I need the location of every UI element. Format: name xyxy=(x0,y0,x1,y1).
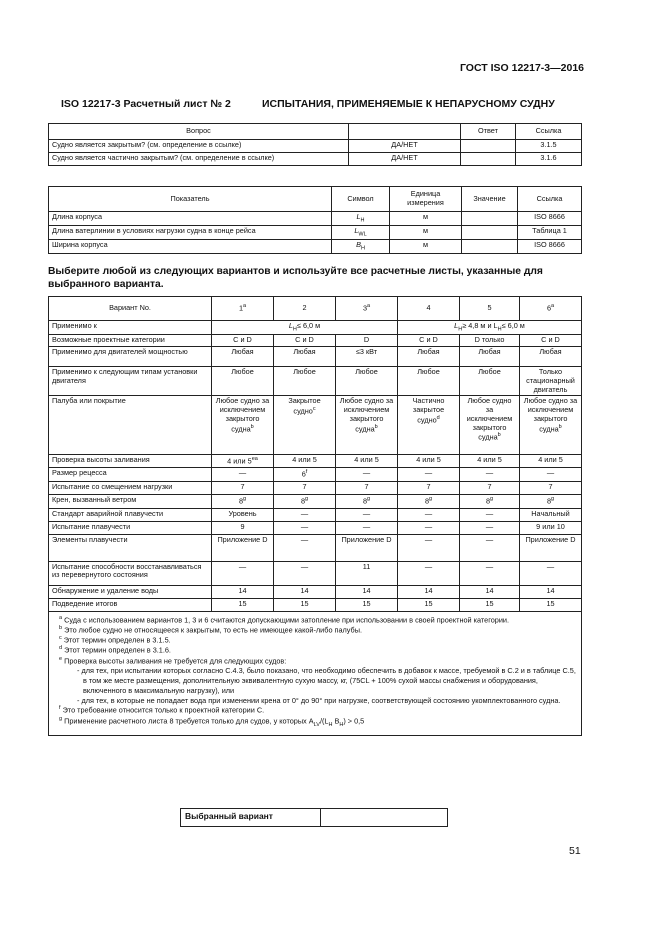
variant-cell: 15 xyxy=(212,598,274,611)
variant-cell: 6$^f$ xyxy=(274,468,336,481)
variant-cell: Любое xyxy=(460,367,520,396)
variant-cell: — xyxy=(460,508,520,521)
variant-cell: 8$^g$ xyxy=(520,494,582,508)
variant-number: 3$^a$ xyxy=(336,297,398,321)
variant-cell: 15 xyxy=(398,598,460,611)
variant-cell: 11 xyxy=(336,561,398,585)
row-label: Подведение итогов xyxy=(49,598,212,611)
variant-cell: — xyxy=(460,561,520,585)
question-options: ДА/НЕТ xyxy=(349,140,461,153)
variant-cell: — xyxy=(336,521,398,534)
footnote: - для тех, при испытании которых согласно С.4.3, было показано, что необходимо обеспечить в добавок к массе, требуемой в С.2 и в таблице С.5, в том же месте размещения, дополнительную эквивалентную сухую массу, кг, (75CL + 100% сухой массы снабжения и оборудования, включенного в максимальную нагрузку), или xyxy=(77,665,576,695)
row-label: Применимо для двигателей мощностью xyxy=(49,347,212,367)
parameter-value[interactable] xyxy=(462,212,518,226)
variant-cell: Любое xyxy=(336,367,398,396)
variant-cell: Любое xyxy=(212,367,274,396)
variant-cell: 14 xyxy=(274,585,336,598)
variant-cell: — xyxy=(460,534,520,561)
parameters-table xyxy=(48,186,582,254)
variant-header-label: Вариант No. xyxy=(49,297,212,321)
parameter-symbol: $L_H$ xyxy=(332,212,390,226)
row-label: Палуба или покрытие xyxy=(49,396,212,455)
row-label: Проверка высоты заливания xyxy=(49,455,212,468)
row-label: Обнаружение и удаление воды xyxy=(49,585,212,598)
variant-cell: C и D xyxy=(520,335,582,347)
parameter-reference: Таблица 1 xyxy=(518,226,582,240)
row-label: Крен, вызванный ветром xyxy=(49,494,212,508)
variant-cell: 7 xyxy=(520,481,582,494)
variant-cell: Начальный xyxy=(520,508,582,521)
variant-cell: 8$^g$ xyxy=(212,494,274,508)
variant-cell: Любое судно за исключением закрытого судна$^b$ xyxy=(212,396,274,455)
parameter-symbol: $L_{WL}$ xyxy=(332,226,390,240)
variant-cell: C и D xyxy=(398,335,460,347)
variant-cell: 4 или 5 xyxy=(398,455,460,468)
footnote: $^g$ Применение расчетного листа 8 требуется только для судов, у которых $A_{LV}/(L_H$ $B_H) > 0,5$ xyxy=(59,715,365,728)
footnote: $^b$ Это любое судно не относящееся к закрытым, то есть не имеющее какой-либо палубы. xyxy=(59,624,362,635)
variant-cell: 15 xyxy=(336,598,398,611)
variant-cell: Только стационарный двигатель xyxy=(520,367,582,396)
row-label: Применимо к следующим типам установки двигателя xyxy=(49,367,212,396)
variant-number: 6$^a$ xyxy=(520,297,582,321)
footnote: $^e$ Проверка высоты заливания не требуется для следующих судов: xyxy=(59,655,287,666)
row-label: Возможные проектные категории xyxy=(49,335,212,347)
variant-number: 5 xyxy=(460,297,520,321)
variant-cell: — xyxy=(274,561,336,585)
applicable-range-short: $L_H\le 6,0$ м xyxy=(212,321,398,335)
variant-cell: 4 или $5^{ea}$ xyxy=(212,455,274,468)
question-header: Вопрос xyxy=(49,124,349,140)
standard-code: ГОСТ ISO 12217-3—2016 xyxy=(459,62,584,74)
variant-cell: — xyxy=(398,468,460,481)
row-label: Элементы плавучести xyxy=(49,534,212,561)
variant-cell: Приложение D xyxy=(336,534,398,561)
parameter-reference: ISO 8666 xyxy=(518,240,582,254)
parameter-unit: м xyxy=(390,226,462,240)
variant-cell: Любая xyxy=(274,347,336,367)
variant-cell: 4 или 5 xyxy=(336,455,398,468)
variants-table xyxy=(48,296,582,736)
variant-cell: 14 xyxy=(336,585,398,598)
variant-cell: — xyxy=(212,468,274,481)
variant-cell: 15 xyxy=(520,598,582,611)
question-text: Судно является частично закрытым? (см. определение в ссылке) xyxy=(49,153,349,166)
variant-cell: — xyxy=(460,468,520,481)
question-reference: 3.1.6 xyxy=(516,153,582,166)
footnote: $^d$ Этот термин определен в 3.1.6. xyxy=(59,645,171,655)
row-label: Испытание плавучести xyxy=(49,521,212,534)
parameter-value[interactable] xyxy=(462,240,518,254)
row-label: Размер рецесса xyxy=(49,468,212,481)
variant-cell: C и D xyxy=(274,335,336,347)
parameter-unit: м xyxy=(390,212,462,226)
parameter-header: Показатель xyxy=(49,187,332,212)
variant-cell: — xyxy=(274,534,336,561)
footnote: $^c$ Этот термин определен в 3.1.5. xyxy=(59,635,171,645)
symbol-header: Символ xyxy=(332,187,390,212)
variant-cell: Любое xyxy=(398,367,460,396)
variant-cell: — xyxy=(398,561,460,585)
selected-variant-input[interactable] xyxy=(321,809,448,827)
parameter-unit: м xyxy=(390,240,462,254)
answer-cell[interactable] xyxy=(461,153,516,166)
question-reference: 3.1.5 xyxy=(516,140,582,153)
footnote: $^f$ Это требование относится только к проектной категории С. xyxy=(59,705,265,715)
variant-cell: — xyxy=(274,521,336,534)
parameter-value[interactable] xyxy=(462,226,518,240)
variant-cell: 15 xyxy=(460,598,520,611)
applicable-range-long: $L_H\ge 4,8$ м и $L_H\le 6,0$ м xyxy=(398,321,582,335)
variant-cell: 4 или 5 xyxy=(520,455,582,468)
sheet-subtitle: ИСПЫТАНИЯ, ПРИМЕНЯЕМЫЕ К НЕПАРУСНОМУ СУДНУ xyxy=(262,98,555,110)
question-options: ДА/НЕТ xyxy=(349,153,461,166)
variant-cell: Уровень xyxy=(212,508,274,521)
variant-cell: 14 xyxy=(212,585,274,598)
variant-cell: Любая xyxy=(398,347,460,367)
variant-cell: Приложение D xyxy=(520,534,582,561)
variant-cell: 14 xyxy=(520,585,582,598)
variant-cell: D xyxy=(336,335,398,347)
reference-header: Ссылка xyxy=(518,187,582,212)
variant-cell: D только xyxy=(460,335,520,347)
variant-cell: Любое судно за исключением закрытого судна$^b$ xyxy=(460,396,520,455)
variant-cell: Любая xyxy=(520,347,582,367)
parameter-label: Ширина корпуса xyxy=(49,240,332,254)
questions-table xyxy=(48,123,582,166)
variant-cell: 14 xyxy=(398,585,460,598)
parameter-reference: ISO 8666 xyxy=(518,212,582,226)
footnotes xyxy=(49,611,582,735)
row-label: Испытание способности восстанавливаться из перевернутого состояния xyxy=(49,561,212,585)
variant-cell: C и D xyxy=(212,335,274,347)
variant-number: 2 xyxy=(274,297,336,321)
variant-cell: 7 xyxy=(274,481,336,494)
variant-cell: 8$^g$ xyxy=(460,494,520,508)
variant-cell: — xyxy=(520,468,582,481)
variant-cell: — xyxy=(398,508,460,521)
variant-cell: Любая xyxy=(460,347,520,367)
variant-cell: 15 xyxy=(274,598,336,611)
variant-cell: — xyxy=(398,521,460,534)
answer-header: Ответ xyxy=(461,124,516,140)
variant-cell: 7 xyxy=(398,481,460,494)
parameter-symbol: $B_H$ xyxy=(332,240,390,254)
variant-cell: 4 или 5 xyxy=(274,455,336,468)
unit-header: Единица измерения xyxy=(390,187,462,212)
applicable-label: Применимо к xyxy=(49,321,212,335)
variant-number: 1$^a$ xyxy=(212,297,274,321)
variant-cell: 8$^g$ xyxy=(274,494,336,508)
variant-cell: Любая xyxy=(212,347,274,367)
variant-cell: — xyxy=(336,508,398,521)
footnote: - для тех, в которые не попадает вода при изменении крена от 0° до 90° при нагрузке, соответствующей состоянию укомплектованного судна. xyxy=(77,695,561,705)
variant-cell: 4 или 5 xyxy=(460,455,520,468)
variant-cell: Любое xyxy=(274,367,336,396)
variant-cell: 9 или 10 xyxy=(520,521,582,534)
parameter-label: Длина ватерлинии в условиях нагрузки судна в конце рейса xyxy=(49,226,332,240)
variant-cell: — xyxy=(336,468,398,481)
selected-variant-label: Выбранный вариант xyxy=(181,809,321,827)
value-header: Значение xyxy=(462,187,518,212)
variant-cell: — xyxy=(274,508,336,521)
footnote: $^a$ Суда с использованием вариантов 1, 3 и 6 считаются допускающими затопление при использовании в своей проектной категории. xyxy=(59,614,510,625)
question-text: Судно является закрытым? (см. определение в ссылке) xyxy=(49,140,349,153)
row-label: Стандарт аварийной плавучести xyxy=(49,508,212,521)
variant-cell: — xyxy=(460,521,520,534)
variant-cell: ≤3 кВт xyxy=(336,347,398,367)
row-label: Испытание со смещением нагрузки xyxy=(49,481,212,494)
answer-cell[interactable] xyxy=(461,140,516,153)
reference-header: Ссылка xyxy=(516,124,582,140)
variant-cell: — xyxy=(398,534,460,561)
variant-cell: 7 xyxy=(336,481,398,494)
variant-cell: Любое судно за исключением закрытого судна$^b$ xyxy=(336,396,398,455)
variant-cell: 7 xyxy=(212,481,274,494)
variant-cell: Закрытое судно$^c$ xyxy=(274,396,336,455)
page-number: 51 xyxy=(569,845,581,857)
variant-cell: — xyxy=(520,561,582,585)
variant-cell: 7 xyxy=(460,481,520,494)
variant-cell: 14 xyxy=(460,585,520,598)
instruction-text: Выберите любой из следующих вариантов и используйте все расчетные листы, указанные для выбранного варианта. xyxy=(48,266,543,291)
sheet-title: ISO 12217-3 Расчетный лист № 2 xyxy=(61,98,231,110)
parameter-label: Длина корпуса xyxy=(49,212,332,226)
variant-number: 4 xyxy=(398,297,460,321)
variant-cell: 8$^g$ xyxy=(398,494,460,508)
variant-cell: 8$^g$ xyxy=(336,494,398,508)
variant-cell: 9 xyxy=(212,521,274,534)
variant-cell: Приложение D xyxy=(212,534,274,561)
selected-variant-box xyxy=(180,808,448,827)
variant-cell: Любое судно за исключением закрытого судна$^b$ xyxy=(520,396,582,455)
variant-cell: — xyxy=(212,561,274,585)
variant-cell: Частично закрытое судно$^d$ xyxy=(398,396,460,455)
